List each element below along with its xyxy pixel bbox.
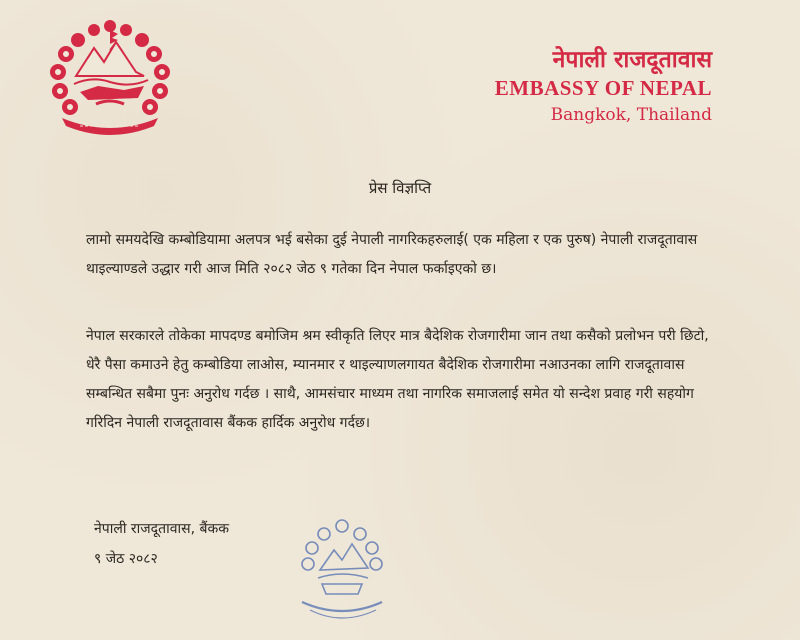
embassy-stamp-icon <box>282 510 402 628</box>
signature-date: ९ जेठ २०८२ <box>94 551 158 567</box>
embassy-name-nepali: नेपाली राजदूतावास <box>552 47 712 73</box>
letterhead <box>495 46 712 128</box>
body-paragraph-2: नेपाल सरकारले तोकेका मापदण्ड बमोजिम श्रम स्वीकृति लिएर मात्र बैदेशिक रोजगारीमा जान तथा कसैको प्रलोभन परी छिटो, धेरै पैसा कमाउने हेतु कम्बोडिया लाओस, म्यानमार र थाइल्याणलगायत बैदेशिक रोजगारीमा नआउनका लागि राजदूतावास सम्बन्धित सबैमा पुनः अनुरोध गर्दछ । साथै, आमसंचार माध्यम तथा नागरिक समाजलाई समेत यो सन्देश प्रवाह गरी सहयोग गरिदिन नेपाली राजदूतावास बैंकक हार्दिक अनुरोध गर्दछ। <box>86 328 709 431</box>
signature-office: नेपाली राजदूतावास, बैंकक <box>94 521 229 537</box>
document-title: प्रेस विज्ञप्ति <box>368 179 432 197</box>
signature-block <box>94 514 229 574</box>
embassy-city: Bangkok, Thailand <box>550 105 712 125</box>
embassy-name-english: EMBASSY OF NEPAL <box>494 76 712 100</box>
body-paragraph-1: लामो समयदेखि कम्बोडियामा अलपत्र भई बसेका दुई नेपाली नागरिकहरुलाई( एक महिला र एक पुरुष) नेपाली राजदूतावास थाइल्याण्डले उद्धार गरी आज मिति २०८२ जेठ ९ गतेका दिन नेपाल फर्काइएको छ। <box>86 232 698 277</box>
nepal-coat-of-arms-icon <box>40 14 180 142</box>
